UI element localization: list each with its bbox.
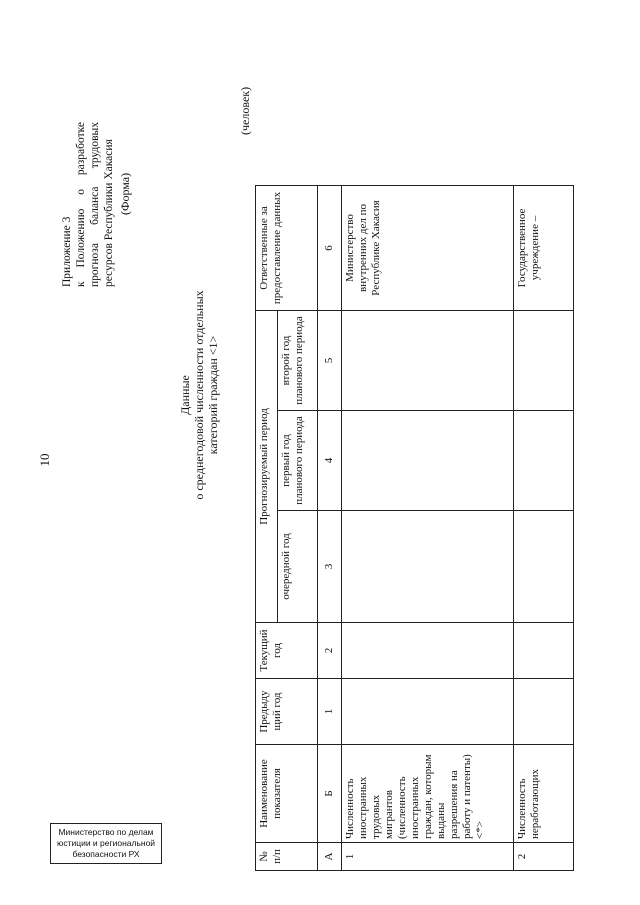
row-value xyxy=(342,511,514,623)
row-num: 1 xyxy=(342,843,514,871)
header-cur-year: Текущий год xyxy=(256,623,318,679)
appendix-line: ресурсов Республики Хакасия xyxy=(103,139,115,287)
stamp-line: юстиции и региональной xyxy=(56,838,156,848)
row-value xyxy=(342,679,514,745)
stamp-line: безопасности РХ xyxy=(72,849,140,859)
header-responsible: Ответственные за предоставление данных xyxy=(256,186,318,311)
code-cell: 6 xyxy=(318,186,342,311)
row-value xyxy=(514,623,574,679)
row-name: Численность иностранных трудовых мигрантов (численность иностранных граждан, которым выданы разрешения на работу и патенты) <*> xyxy=(342,745,514,843)
header-plan2: второй год планового периода xyxy=(278,311,318,411)
code-cell: 1 xyxy=(318,679,342,745)
header-plan1: первый год планового периода xyxy=(278,411,318,511)
row-value xyxy=(342,623,514,679)
title-line: Данные xyxy=(178,375,192,415)
form-label: (Форма) xyxy=(118,172,132,215)
document-title xyxy=(178,230,220,560)
row-value xyxy=(514,511,574,623)
table-row xyxy=(342,186,514,871)
header-name: Наименование показателя xyxy=(256,745,318,843)
appendix-line: Приложение 3 xyxy=(61,216,73,287)
row-name: Численность неработающих xyxy=(514,745,574,843)
header-next-year: очередной год xyxy=(278,511,318,623)
title-line: о среднегодовой численности отдельных xyxy=(192,290,206,500)
row-value xyxy=(514,679,574,745)
code-cell: 2 xyxy=(318,623,342,679)
page-number: 10 xyxy=(37,453,52,467)
table-row xyxy=(514,186,574,871)
appendix-header xyxy=(60,122,116,287)
header-prev-year: Предыду щий год xyxy=(256,679,318,745)
header-forecast: Прогнозируемый период xyxy=(256,311,278,623)
header-num: № п/п xyxy=(256,843,318,871)
code-cell: 5 xyxy=(318,311,342,411)
row-num: 2 xyxy=(514,843,574,871)
row-value xyxy=(342,411,514,511)
appendix-line: прогноза баланса трудовых xyxy=(89,122,101,287)
data-table xyxy=(255,185,574,871)
row-value xyxy=(342,311,514,411)
row-responsible: Министерство внутренних дел по Республике Хакасия xyxy=(342,186,514,311)
unit-label: (человек) xyxy=(238,86,252,135)
appendix-line: к Положению о разработке xyxy=(75,122,87,287)
row-value xyxy=(514,311,574,411)
code-cell: Б xyxy=(318,745,342,843)
code-cell: А xyxy=(318,843,342,871)
stamp-line: Министерство по делам xyxy=(58,827,154,837)
title-line: категорий граждан <1> xyxy=(206,335,220,455)
code-cell: 3 xyxy=(318,511,342,623)
row-responsible: Государственное учреждение – xyxy=(514,186,574,311)
code-cell: 4 xyxy=(318,411,342,511)
row-value xyxy=(514,411,574,511)
